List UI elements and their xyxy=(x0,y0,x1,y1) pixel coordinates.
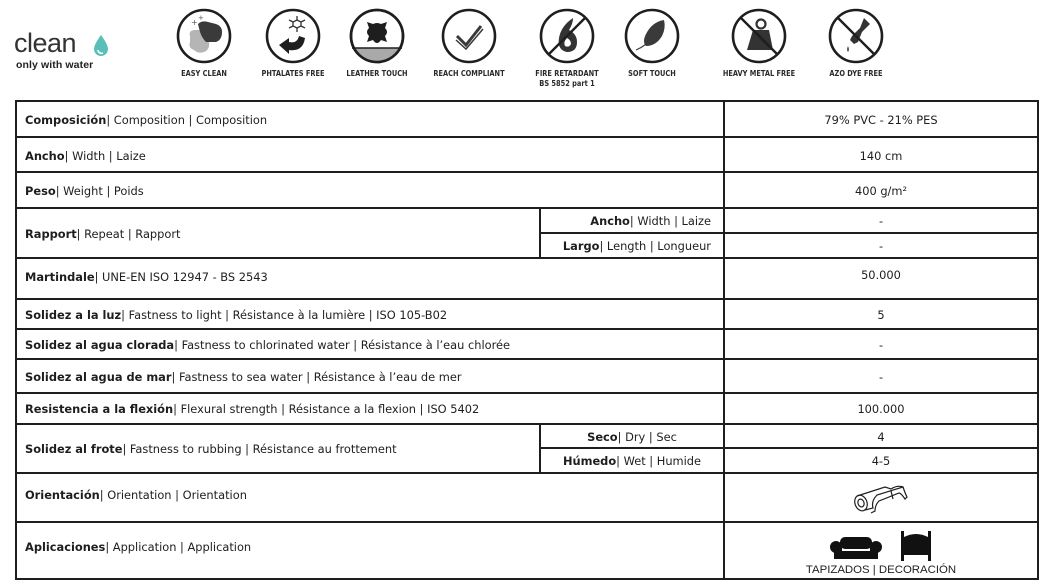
label-es: Seco xyxy=(587,429,618,444)
label-es: Ancho xyxy=(25,148,65,163)
spec-table xyxy=(15,100,1039,580)
label-rest: | Fastness to chlorinated water | Résistance à l’eau chlorée xyxy=(174,337,511,352)
row-chlorinated-water xyxy=(17,328,1037,359)
light-fastness-label xyxy=(17,300,447,329)
badge-heavy-metal-free xyxy=(704,8,814,79)
sofa-icon xyxy=(830,535,882,561)
row-repeat xyxy=(17,207,1037,258)
light-fastness-value: 5 xyxy=(723,300,1037,329)
label-rest: | Width | Laize xyxy=(629,214,711,228)
repeat-width-value: - xyxy=(723,209,1037,233)
repeat-length-value: - xyxy=(723,233,1037,258)
soft-touch-icon xyxy=(624,8,680,64)
heavy-metal-free-icon xyxy=(731,8,787,64)
logo-tagline: only with water xyxy=(16,59,94,71)
label-rest: | Length | Longueur xyxy=(599,238,711,253)
label-es: Solidez al frote xyxy=(25,442,123,456)
applications-label xyxy=(17,523,251,580)
phthalates-free-icon xyxy=(265,8,321,64)
leather-touch-icon xyxy=(349,8,405,64)
label-es: Martindale xyxy=(25,270,95,284)
rubbing-dry-label xyxy=(539,425,723,448)
label-rest: | Composition | Composition xyxy=(106,113,268,127)
logo-wordmark: clean xyxy=(14,28,77,58)
chlorinated-water-label xyxy=(17,330,510,359)
sea-water-label xyxy=(17,360,462,393)
weight-label xyxy=(17,173,144,208)
row-flexural xyxy=(17,392,1037,424)
flexural-label xyxy=(17,394,479,424)
badge-azo-dye-free xyxy=(801,8,911,79)
repeat-width-label xyxy=(539,209,723,233)
row-orientation xyxy=(17,472,1037,522)
label-es: Peso xyxy=(25,183,56,198)
label-rest: | Fastness to sea water | Résistance à l’eau de mer xyxy=(171,369,462,384)
row-light-fastness xyxy=(17,298,1037,329)
label-rest: | Dry | Sec xyxy=(617,429,677,444)
badge-soft-touch xyxy=(597,8,707,79)
badge-label: HEAVY METAL FREE xyxy=(722,69,796,78)
composition-value: 79% PVC - 21% PES xyxy=(723,102,1037,138)
martindale-value: 50.000 xyxy=(723,259,1037,300)
width-value: 140 cm xyxy=(723,138,1037,173)
label-es: Largo xyxy=(562,238,600,253)
label-rest: | Application | Application xyxy=(105,540,252,554)
fire-retardant-icon xyxy=(539,8,595,64)
chlorinated-water-value: - xyxy=(723,330,1037,359)
applications-icons xyxy=(830,531,932,561)
badge-label: EASY CLEAN xyxy=(181,69,227,78)
headboard-icon xyxy=(900,531,932,561)
row-weight xyxy=(17,171,1037,208)
label-es: Ancho xyxy=(590,214,630,228)
reach-compliant-icon xyxy=(441,8,497,64)
label-rest: | Orientation | Orientation xyxy=(99,488,247,502)
label-es: Orientación xyxy=(25,488,100,502)
orientation-label xyxy=(17,474,247,522)
row-composition xyxy=(17,102,1037,138)
flexural-value: 100.000 xyxy=(723,394,1037,424)
badge-label: AZO DYE FREE xyxy=(829,69,883,78)
svg-text:+: + xyxy=(198,14,204,22)
weight-value: 400 g/m² xyxy=(723,173,1037,208)
label-es: Composición xyxy=(25,113,107,127)
label-rest: | Width | Laize xyxy=(64,148,146,163)
row-sea-water xyxy=(17,358,1037,393)
rubbing-label xyxy=(17,425,397,473)
label-rest: | Fastness to rubbing | Résistance au frottement xyxy=(122,442,397,456)
label-rest: | Wet | Humide xyxy=(616,453,702,468)
badge-label: FIRE RETARDANT xyxy=(535,69,599,78)
row-martindale xyxy=(17,257,1037,300)
rubbing-wet-value: 4-5 xyxy=(723,448,1037,473)
label-rest: | Weight | Poids xyxy=(55,183,144,198)
label-rest: | UNE-EN ISO 12947 - BS 2543 xyxy=(94,270,268,284)
label-es: Resistencia a la flexión xyxy=(25,402,174,416)
azo-dye-free-icon xyxy=(828,8,884,64)
badge-label: SOFT TOUCH xyxy=(628,69,676,78)
easy-clean-icon xyxy=(176,8,232,64)
row-rubbing xyxy=(17,423,1037,473)
label-es: Solidez a la luz xyxy=(25,307,122,322)
sea-water-value: - xyxy=(723,360,1037,393)
row-width xyxy=(17,136,1037,173)
badge-label: PHTALATES FREE xyxy=(261,69,325,78)
width-label xyxy=(17,138,146,173)
water-drop-icon xyxy=(92,34,110,58)
composition-label xyxy=(17,102,267,138)
rubbing-wet-label xyxy=(539,448,723,473)
label-es: Solidez al agua de mar xyxy=(25,369,172,384)
rubbing-dry-value: 4 xyxy=(723,425,1037,448)
applications-caption: TAPIZADOS | DECORACIÓN xyxy=(805,564,957,576)
label-rest: | Repeat | Rapport xyxy=(76,226,181,241)
applications-value xyxy=(723,523,1037,580)
label-es: Húmedo xyxy=(562,453,617,468)
badge-sublabel: BS 5852 part 1 xyxy=(539,79,595,88)
clean-logo xyxy=(14,30,124,75)
repeat-length-label xyxy=(539,233,723,258)
orientation-value xyxy=(723,474,1037,522)
badge-label: REACH COMPLIANT xyxy=(433,69,505,78)
label-es: Solidez al agua clorada xyxy=(25,337,175,352)
label-es: Rapport xyxy=(25,226,77,241)
repeat-label xyxy=(17,209,181,258)
row-applications xyxy=(17,521,1037,580)
badge-label: LEATHER TOUCH xyxy=(346,69,408,78)
label-rest: | Fastness to light | Résistance à la lumière | ISO 105-B02 xyxy=(121,307,448,322)
label-es: Aplicaciones xyxy=(25,540,106,554)
martindale-label xyxy=(17,259,268,300)
fabric-roll-icon xyxy=(851,481,911,515)
badge-reach-compliant xyxy=(414,8,524,79)
label-rest: | Flexural strength | Résistance a la flexion | ISO 5402 xyxy=(173,402,480,416)
svg-text:+: + xyxy=(191,18,198,27)
